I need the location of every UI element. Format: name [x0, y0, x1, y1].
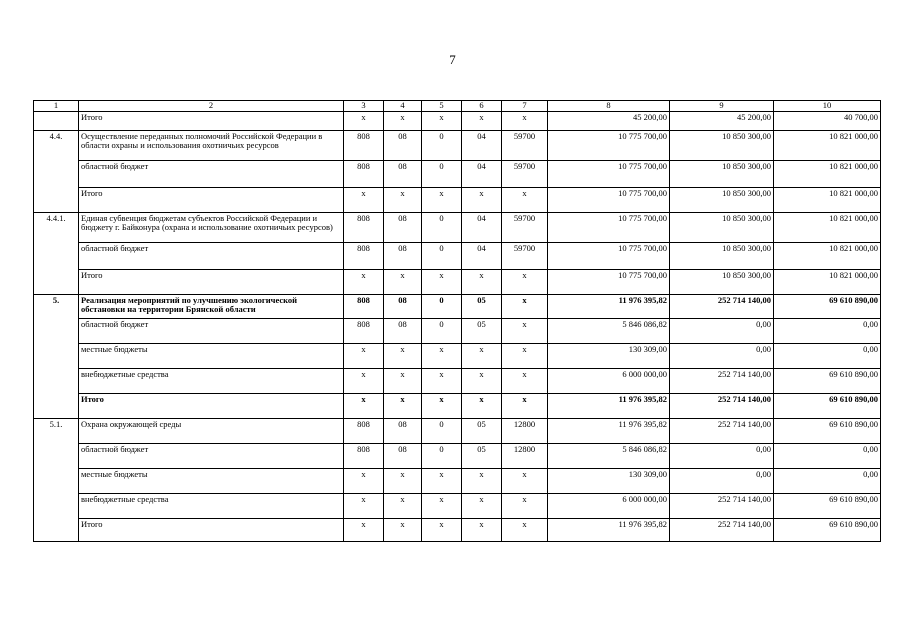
cell-col8: 45 200,00: [548, 111, 670, 130]
cell-col10: 10 821 000,00: [774, 212, 881, 242]
cell-col3: х: [344, 393, 384, 418]
cell-col10: 40 700,00: [774, 111, 881, 130]
cell-col10: 69 610 890,00: [774, 518, 881, 541]
cell-col9: 252 714 140,00: [670, 393, 774, 418]
table-row: [34, 493, 881, 518]
cell-col6: 05: [462, 418, 502, 443]
cell-col8: 10 775 700,00: [548, 160, 670, 187]
cell-col7: 59700: [502, 160, 548, 187]
row-name: местные бюджеты: [79, 468, 344, 493]
cell-col6: х: [462, 393, 502, 418]
row-name: Реализация мероприятий по улучшению экологической обстановки на территории Брянской области: [79, 294, 344, 318]
table-row: [34, 294, 881, 318]
cell-col4: 08: [384, 418, 422, 443]
cell-col4: 08: [384, 242, 422, 269]
cell-col4: х: [384, 393, 422, 418]
cell-col7: х: [502, 111, 548, 130]
cell-col6: х: [462, 269, 502, 294]
cell-col7: х: [502, 493, 548, 518]
cell-col5: 0: [422, 443, 462, 468]
cell-col5: 0: [422, 130, 462, 160]
row-number: 5.: [34, 294, 79, 418]
cell-col3: х: [344, 518, 384, 541]
cell-col8: 10 775 700,00: [548, 242, 670, 269]
row-name: внебюджетные средства: [79, 493, 344, 518]
header-cell: 9: [670, 101, 774, 112]
row-name: местные бюджеты: [79, 343, 344, 368]
cell-col8: 5 846 086,82: [548, 318, 670, 343]
cell-col3: х: [344, 468, 384, 493]
cell-col4: х: [384, 368, 422, 393]
cell-col7: 59700: [502, 212, 548, 242]
cell-col8: 11 976 395,82: [548, 294, 670, 318]
cell-col4: 08: [384, 294, 422, 318]
cell-col5: х: [422, 111, 462, 130]
cell-col7: х: [502, 468, 548, 493]
cell-col7: 59700: [502, 242, 548, 269]
cell-col8: 130 309,00: [548, 468, 670, 493]
row-name: Итого: [79, 393, 344, 418]
cell-col6: 05: [462, 294, 502, 318]
cell-col3: х: [344, 111, 384, 130]
cell-col9: 0,00: [670, 343, 774, 368]
cell-col4: 08: [384, 160, 422, 187]
cell-col9: 0,00: [670, 468, 774, 493]
table-row: [34, 160, 881, 187]
cell-col10: 10 821 000,00: [774, 242, 881, 269]
cell-col5: х: [422, 493, 462, 518]
header-cell: 4: [384, 101, 422, 112]
cell-col5: х: [422, 187, 462, 212]
row-number: 4.4.1.: [34, 212, 79, 294]
row-number: 4.4.: [34, 130, 79, 212]
cell-col6: 04: [462, 242, 502, 269]
cell-col10: 69 610 890,00: [774, 294, 881, 318]
header-cell: 2: [79, 101, 344, 112]
cell-col9: 45 200,00: [670, 111, 774, 130]
cell-col6: х: [462, 493, 502, 518]
table-row: [34, 212, 881, 242]
cell-col6: х: [462, 468, 502, 493]
cell-col10: 10 821 000,00: [774, 269, 881, 294]
cell-col3: 808: [344, 318, 384, 343]
cell-col5: 0: [422, 318, 462, 343]
cell-col3: х: [344, 269, 384, 294]
cell-col4: х: [384, 343, 422, 368]
cell-col10: 69 610 890,00: [774, 368, 881, 393]
row-name: Единая субвенция бюджетам субъектов Российской Федерации и бюджету г. Байконура (охрана и использование охотничьих ресурсов): [79, 212, 344, 242]
cell-col4: 08: [384, 318, 422, 343]
cell-col7: х: [502, 393, 548, 418]
cell-col4: х: [384, 187, 422, 212]
row-name: внебюджетные средства: [79, 368, 344, 393]
cell-col5: х: [422, 468, 462, 493]
cell-col7: х: [502, 187, 548, 212]
header-cell: 8: [548, 101, 670, 112]
cell-col5: 0: [422, 212, 462, 242]
header-cell: 5: [422, 101, 462, 112]
cell-col10: 10 821 000,00: [774, 130, 881, 160]
table-row: [34, 518, 881, 541]
row-name: областной бюджет: [79, 160, 344, 187]
table-row: [34, 368, 881, 393]
cell-col10: 69 610 890,00: [774, 393, 881, 418]
row-name: областной бюджет: [79, 443, 344, 468]
cell-col8: 10 775 700,00: [548, 130, 670, 160]
cell-col8: 10 775 700,00: [548, 269, 670, 294]
cell-col5: х: [422, 368, 462, 393]
row-name: Итого: [79, 518, 344, 541]
cell-col9: 10 850 300,00: [670, 160, 774, 187]
row-name: Осуществление переданных полномочий Российской Федерации в области охраны и использования охотничьих ресурсов: [79, 130, 344, 160]
header-cell: 10: [774, 101, 881, 112]
cell-col8: 10 775 700,00: [548, 212, 670, 242]
cell-col10: 0,00: [774, 318, 881, 343]
table-row: [34, 111, 881, 130]
cell-col9: 10 850 300,00: [670, 130, 774, 160]
cell-col6: х: [462, 368, 502, 393]
cell-col3: 808: [344, 443, 384, 468]
cell-col5: 0: [422, 160, 462, 187]
budget-table: [33, 100, 881, 542]
cell-col8: 130 309,00: [548, 343, 670, 368]
cell-col4: х: [384, 493, 422, 518]
cell-col7: х: [502, 318, 548, 343]
cell-col9: 252 714 140,00: [670, 294, 774, 318]
cell-col7: х: [502, 518, 548, 541]
cell-col3: х: [344, 368, 384, 393]
cell-col9: 10 850 300,00: [670, 212, 774, 242]
cell-col5: 0: [422, 418, 462, 443]
cell-col7: 59700: [502, 130, 548, 160]
cell-col5: х: [422, 518, 462, 541]
table-row: [34, 418, 881, 443]
cell-col8: 6 000 000,00: [548, 493, 670, 518]
table-row: [34, 242, 881, 269]
cell-col7: х: [502, 269, 548, 294]
cell-col6: х: [462, 111, 502, 130]
cell-col4: х: [384, 269, 422, 294]
table-row: [34, 187, 881, 212]
table-header-row: [34, 101, 881, 112]
cell-col10: 0,00: [774, 443, 881, 468]
cell-col3: 808: [344, 130, 384, 160]
cell-col10: 69 610 890,00: [774, 418, 881, 443]
cell-col3: 808: [344, 418, 384, 443]
table-row: [34, 343, 881, 368]
table-row: [34, 318, 881, 343]
cell-col9: 252 714 140,00: [670, 368, 774, 393]
cell-col8: 11 976 395,82: [548, 418, 670, 443]
cell-col5: х: [422, 269, 462, 294]
row-number: [34, 111, 79, 130]
row-name: Итого: [79, 187, 344, 212]
cell-col9: 252 714 140,00: [670, 418, 774, 443]
cell-col4: 08: [384, 130, 422, 160]
row-name: Охрана окружающей среды: [79, 418, 344, 443]
cell-col6: х: [462, 518, 502, 541]
cell-col4: х: [384, 468, 422, 493]
row-number: 5.1.: [34, 418, 79, 541]
cell-col3: х: [344, 187, 384, 212]
cell-col10: 69 610 890,00: [774, 493, 881, 518]
cell-col4: 08: [384, 443, 422, 468]
table-row: [34, 269, 881, 294]
cell-col3: 808: [344, 242, 384, 269]
cell-col8: 5 846 086,82: [548, 443, 670, 468]
cell-col9: 10 850 300,00: [670, 269, 774, 294]
cell-col5: 0: [422, 242, 462, 269]
cell-col4: 08: [384, 212, 422, 242]
row-name: Итого: [79, 111, 344, 130]
table-row: [34, 443, 881, 468]
cell-col3: 808: [344, 160, 384, 187]
cell-col9: 0,00: [670, 443, 774, 468]
row-name: Итого: [79, 269, 344, 294]
header-cell: 1: [34, 101, 79, 112]
cell-col5: х: [422, 393, 462, 418]
cell-col6: 05: [462, 443, 502, 468]
cell-col9: 10 850 300,00: [670, 242, 774, 269]
cell-col5: 0: [422, 294, 462, 318]
cell-col6: 05: [462, 318, 502, 343]
cell-col8: 11 976 395,82: [548, 518, 670, 541]
cell-col8: 6 000 000,00: [548, 368, 670, 393]
cell-col4: х: [384, 518, 422, 541]
cell-col7: х: [502, 294, 548, 318]
cell-col10: 0,00: [774, 468, 881, 493]
page-number: 7: [449, 52, 456, 67]
cell-col9: 252 714 140,00: [670, 493, 774, 518]
cell-col3: х: [344, 493, 384, 518]
cell-col6: х: [462, 343, 502, 368]
cell-col9: 10 850 300,00: [670, 187, 774, 212]
cell-col6: х: [462, 187, 502, 212]
cell-col3: 808: [344, 212, 384, 242]
cell-col6: 04: [462, 130, 502, 160]
header-cell: 7: [502, 101, 548, 112]
table-row: [34, 130, 881, 160]
cell-col7: х: [502, 368, 548, 393]
cell-col7: 12800: [502, 418, 548, 443]
cell-col9: 0,00: [670, 318, 774, 343]
header-cell: 3: [344, 101, 384, 112]
row-name: областной бюджет: [79, 242, 344, 269]
cell-col10: 10 821 000,00: [774, 160, 881, 187]
cell-col3: 808: [344, 294, 384, 318]
cell-col9: 252 714 140,00: [670, 518, 774, 541]
cell-col10: 10 821 000,00: [774, 187, 881, 212]
cell-col5: х: [422, 343, 462, 368]
cell-col8: 10 775 700,00: [548, 187, 670, 212]
cell-col7: 12800: [502, 443, 548, 468]
cell-col6: 04: [462, 212, 502, 242]
cell-col7: х: [502, 343, 548, 368]
cell-col3: х: [344, 343, 384, 368]
row-name: областной бюджет: [79, 318, 344, 343]
table-row: [34, 393, 881, 418]
cell-col8: 11 976 395,82: [548, 393, 670, 418]
cell-col4: х: [384, 111, 422, 130]
header-cell: 6: [462, 101, 502, 112]
cell-col10: 0,00: [774, 343, 881, 368]
cell-col6: 04: [462, 160, 502, 187]
table-row: [34, 468, 881, 493]
